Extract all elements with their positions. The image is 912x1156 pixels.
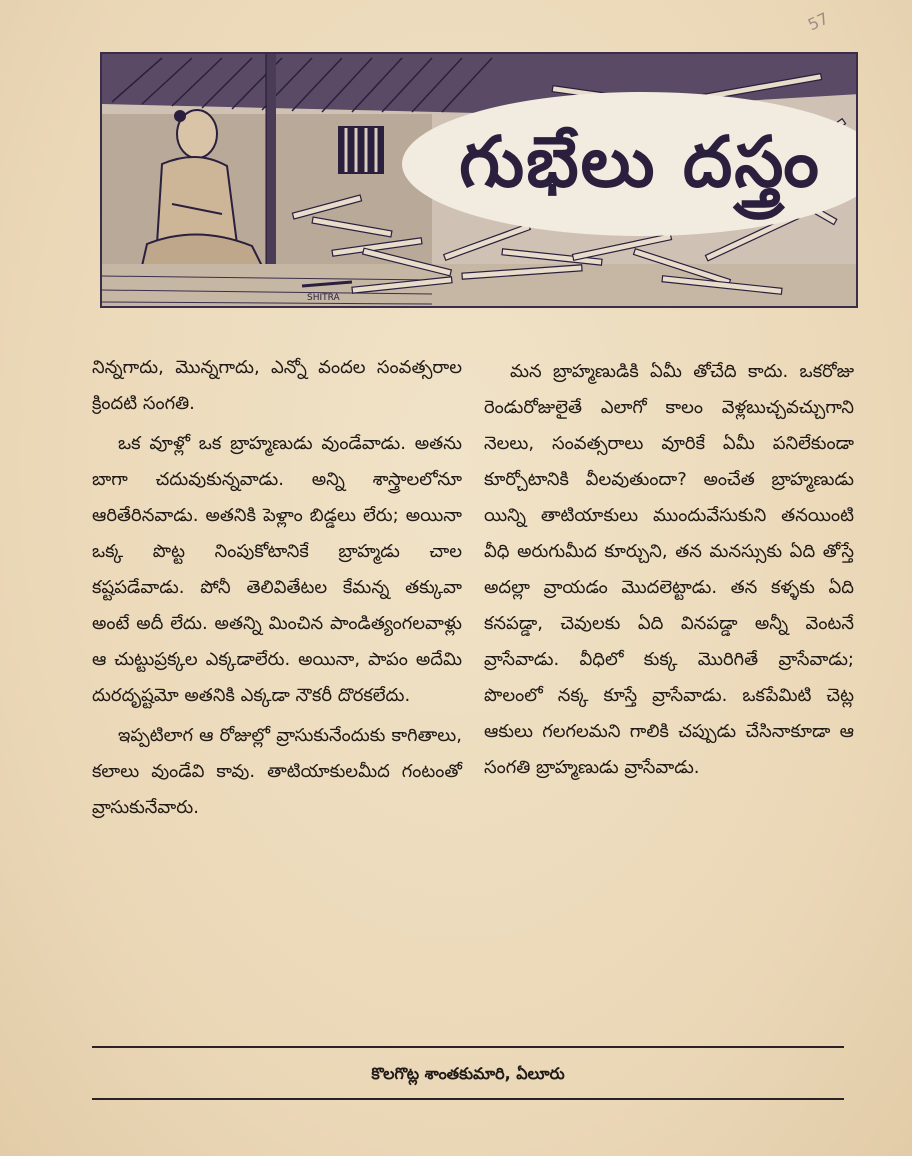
author-byline: కొలగొట్ల శాంతకుమారి, ఏలూరు	[371, 1064, 565, 1083]
right-column	[484, 350, 854, 786]
illustrator-signature: SHITRA	[307, 293, 340, 303]
top-divider	[92, 1046, 844, 1048]
paragraph: నిన్నగాదు, మొన్నగాదు, ఎన్నో వందల సంవత్సరాల క్రిందటి సంగతి.	[92, 357, 462, 414]
bottom-divider	[92, 1098, 844, 1100]
story-title: గుభేలు దస్త్రం	[459, 121, 821, 203]
left-column	[92, 350, 462, 826]
page-number: 57	[804, 8, 832, 35]
paragraph: మన బ్రాహ్మణుడికి ఏమీ తోచేది కాదు. ఒకరోజు రెండురోజులైతే ఎలాగో కాలం వెళ్లబుచ్చవచ్చుగాని నెలలు, సంవత్సరాలు వూరికే ఏమీ పనిలేకుండా కూర్చోటానికి వీలవుతుందా? అంచేత బ్రాహ్మణుడు యిన్ని తాటియాకులు ముందువేసుకుని తనయింటి వీధి అరుగుమీద కూర్చుని, తన మనస్సుకు ఏది తోస్తే అదల్లా వ్రాయడం మొదలెట్టాడు. తన కళ్ళకు ఏది కనపడ్డా, చెవులకు ఏది వినపడ్డా అన్నీ వెంటనే వ్రాసేవాడు. వీధిలో కుక్క మొరిగితే వ్రాసేవాడు; పొలంలో నక్క కూస్తే వ్రాసేవాడు. ఒకపేమిటి చెట్ల ఆకులు గలగలమని గాలికి చప్పుడు చేసినాకూడా ఆ సంగతి బ్రాహ్మణుడు వ్రాసేవాడు.	[484, 361, 854, 778]
paragraph: ఒక వూళ్లో ఒక బ్రాహ్మణుడు వుండేవాడు. అతను బాగా చదువుకున్నవాడు. అన్ని శాస్త్రాలలోనూ ఆరితేరినవాడు. అతనికి పెళ్లాం బిడ్డలు లేరు; అయినా ఒక్క పొట్ట నింపుకోటానికే బ్రాహ్మడు చాల కష్టపడేవాడు. పోనీ తెలివితేటల కేమన్న తక్కువా అంటే అదీ లేదు. అతన్ని మించిన పాండిత్యంగలవాళ్లు ఆ చుట్టుప్రక్కల ఎక్కడాలేరు. అయినా, పాపం అదేమి దురదృష్టమో అతనికి ఎక్కడా నౌకరీ దొరకలేదు.	[92, 433, 462, 706]
paragraph: ఇప్పటిలాగ ఆ రోజుల్లో వ్రాసుకునేందుకు కాగితాలు, కలాలు వుండేవి కావు. తాటియాకులమీద గంటంతో వ్రాసుకునేవారు.	[92, 725, 462, 818]
header-illustration	[100, 52, 858, 308]
